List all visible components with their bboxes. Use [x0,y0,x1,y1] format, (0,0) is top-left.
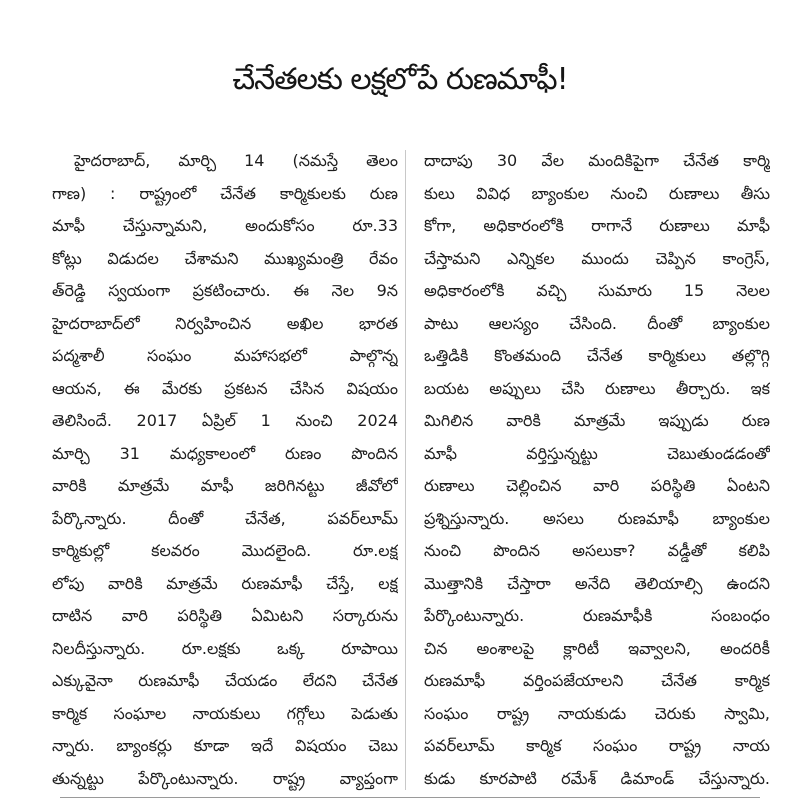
text-line: తున్నట్టు పేర్కొంటున్నారు. రాష్ట్ర వ్యాప్తంగా [52,768,398,788]
text-line: మాఫీ చేస్తున్నామని, అందుకోసం రూ.33 [52,216,398,235]
text-line: పాటు ఆలస్యం చేసింది. దీంతో బ్యాంకుల [424,313,770,333]
text-line: వారికి మాత్రమే మాఫీ జరిగినట్టు జీవోలో [52,476,398,495]
text-line: రుణాలు చెల్లించిన వారి పరిస్థితి ఏంటని [424,476,770,495]
text-line: లోపు వారికి మాత్రమే రుణమాఫీ చేస్తే, లక్ష [52,573,398,593]
text-line: పేర్కొన్నారు. దీంతో చేనేత, పవర్‌లూమ్ [52,508,398,528]
text-line: కుడు కూరపాటి రమేశ్ డిమాండ్ చేస్తున్నారు. [424,768,770,788]
text-line: ఒత్తిడికి కొంతమంది చేనేత కార్మికులు తల్లొగ్గి [424,346,770,365]
text-line: రుణమాఫీ వర్తింపజేయాలని చేనేత కార్మిక [424,671,770,690]
text-line: చేస్తామని ఎన్నికల ముందు చెప్పిన కాంగ్రెస్, [424,248,770,268]
text-line: దాటిన వారి పరిస్థితి ఏమిటని సర్కారును [52,606,398,625]
text-line: తెలిసిందే. 2017 ఏప్రిల్ 1 నుంచి 2024 [52,411,398,430]
text-line: నుంచి పొందిన అసలుకా? వడ్డీతో కలిపి [424,541,770,560]
article-column-right [424,145,770,795]
text-line: త్‌రెడ్డి స్వయంగా ప్రకటించారు. ఈ నెల 9న [52,281,398,300]
text-line: సంఘం రాష్ట్ర నాయకుడు చెరుకు స్వామి, [424,703,770,723]
text-line: అధికారంలోకి వచ్చి సుమారు 15 నెలల [424,281,770,300]
text-line: బయట అప్పులు చేసి రుణాలు తీర్చారు. ఇక [424,378,770,398]
text-line: పేర్కొంటున్నారు. రుణమాఫీకి సంబంధం [424,606,770,625]
bottom-rule [60,797,760,798]
text-line: ఎక్కువైనా రుణమాఫీ చేయడం లేదని చేనేత [52,671,398,690]
text-line: కులు వివిధ బ్యాంకుల నుంచి రుణాలు తీసు [424,183,770,203]
text-line: గాణ) : రాష్ట్రంలో చేనేత కార్మికులకు రుణ [52,183,398,203]
text-line: దాదాపు 30 వేల మందికిపైగా చేనేత కార్మి [424,151,770,170]
text-line: హైదరాబాద్, మార్చి 14 (నమస్తే తెలం [74,151,398,170]
headline: చేనేతలకు లక్షలోపే రుణమాఫీ! [232,62,568,97]
text-line: మార్చి 31 మధ్యకాలంలో రుణం పొందిన [52,443,398,463]
text-line: కార్మిక సంఘాల నాయకులు గగ్గోలు పెడుతు [52,703,398,723]
text-line: కోగా, అధికారంలోకి రాగానే రుణాలు మాఫీ [424,216,770,235]
text-line: ఆయన, ఈ మేరకు ప్రకటన చేసిన విషయం [52,378,398,398]
text-line: మిగిలిన వారికి మాత్రమే ఇప్పుడు రుణ [424,411,770,430]
text-line: నిలదీస్తున్నారు. రూ.లక్షకు ఒక్క రూపాయి [52,638,398,658]
text-line: పద్మశాలీ సంఘం మహాసభలో పాల్గొన్న [52,346,398,365]
article-column-left [52,145,398,795]
text-line: కార్మికుల్లో కలవరం మొదలైంది. రూ.లక్ష [52,541,398,560]
text-line: కోట్లు విడుదల చేశామని ముఖ్యమంత్రి రేవం [52,248,398,268]
text-line: ప్రశ్నిస్తున్నారు. అసలు రుణమాఫీ బ్యాంకుల [424,508,770,528]
text-line: మాఫీ వర్తిస్తున్నట్టు చెబుతుండడంతో [424,443,770,463]
column-divider [405,150,406,790]
text-line: హైదరాబాద్‌లో నిర్వహించిన అఖిల భారత [52,313,398,333]
text-line: న్నారు. బ్యాంకర్లు కూడా ఇదే విషయం చెబు [52,736,398,755]
text-line: పవర్‌లూమ్ కార్మిక సంఘం రాష్ట్ర నాయ [424,736,770,755]
text-line: మొత్తానికి చేస్తారా అనేది తెలియాల్సి ఉందని [424,573,770,593]
text-line: చిన అంశాలపై క్లారిటీ ఇవ్వాలని, అందరికీ [424,638,770,658]
